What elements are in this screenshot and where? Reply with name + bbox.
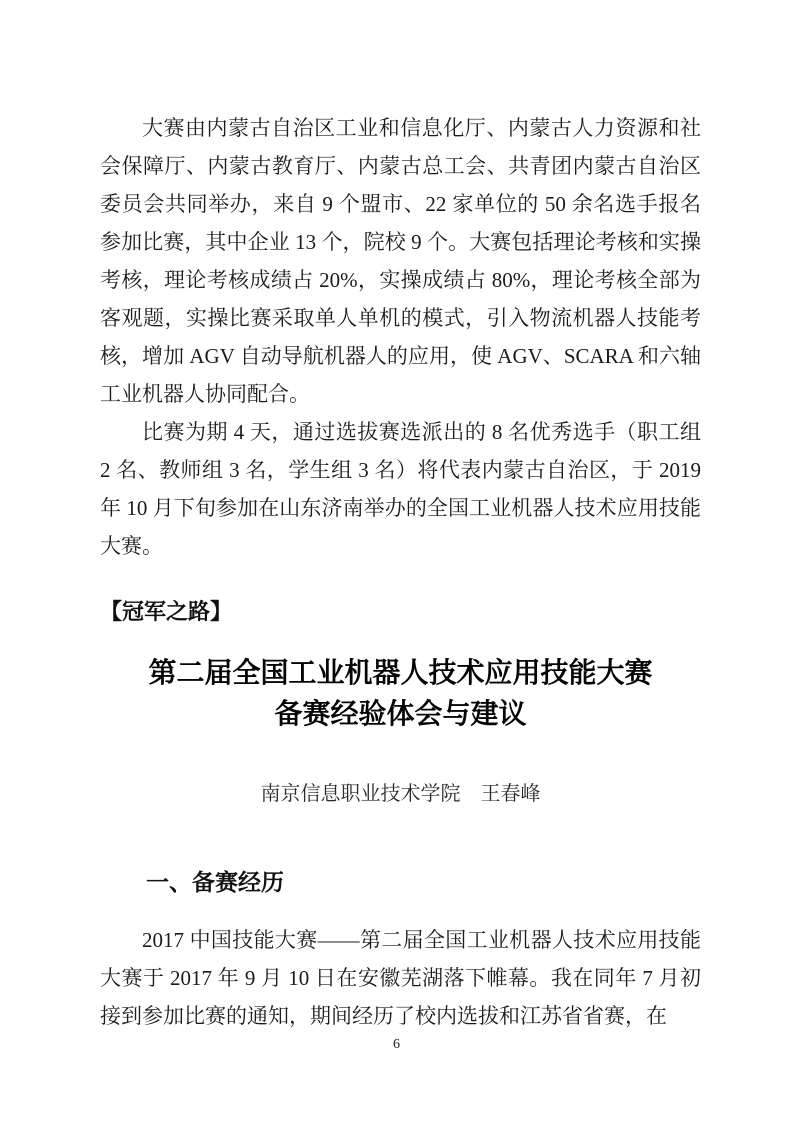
page-number: 6	[393, 1037, 400, 1052]
section-heading-preparation-experience: 一、备赛经历	[146, 869, 284, 895]
paragraph-competition-schedule: 比赛为期 4 天，通过选拔赛选派出的 8 名优秀选手（职工组 2 名、教师组 3 名，学生组 3 名）将代表内蒙古自治区，于 2019 年 10 月下旬参加在山东济南举办的全国工业机器人技术应用技能大赛。	[100, 420, 701, 558]
page-content	[100, 109, 701, 1035]
paragraph-competition-organizers: 大赛由内蒙古自治区工业和信息化厅、内蒙古人力资源和社会保障厅、内蒙古教育厅、内蒙古总工会、共青团内蒙古自治区委员会共同举办，来自 9 个盟市、22 家单位的 50 余名选手报名参加比赛，其中企业 13 个，院校 9 个。大赛包括理论考核和实操考核，理论考核成绩占 20%，实操成绩占 80%，理论考核全部为客观题，实操比赛采取单人单机的模式，引入物流机器人技能考核，增加 AGV 自动导航机器人的应用，使 AGV、SCARA 和六轴工业机器人协同配合。	[100, 116, 701, 406]
paragraph-preparation-experience: 2017 中国技能大赛——第二届全国工业机器人技术应用技能大赛于 2017 年 9 月 10 日在安徽芜湖落下帷幕。我在同年 7 月初接到参加比赛的通知，期间经历了校内选拔和江苏省省赛，在	[100, 928, 701, 1028]
section-marker-champion-road: 【冠军之路】	[100, 599, 233, 624]
article-title	[100, 653, 701, 735]
article-byline: 南京信息职业技术学院 王春峰	[260, 783, 541, 805]
article-title-line2: 备赛经验体会与建议	[274, 699, 527, 730]
article-title-line1: 第二届全国工业机器人技术应用技能大赛	[148, 658, 653, 689]
